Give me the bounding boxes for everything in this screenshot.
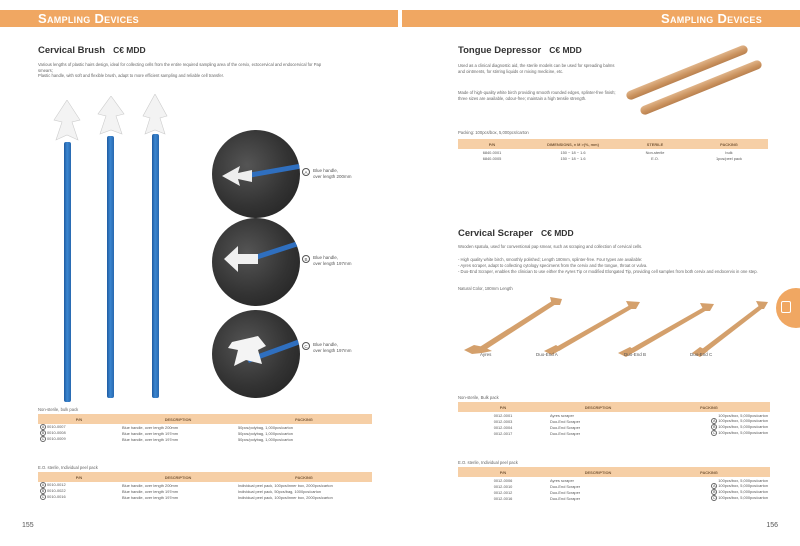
table-row: 0012-0012 Duo-End Scraper B 100pcs/box, 5,000pcs/carton bbox=[458, 489, 770, 495]
label-b: B Blue handle, over length 197mm bbox=[302, 255, 352, 267]
scrapers-image bbox=[460, 295, 770, 360]
col-header: PACKING bbox=[236, 414, 372, 424]
table-row: A 0010-0007 Blue handle, over length 200mm 50pcs/polybag, 1,000pcs/carton bbox=[38, 424, 372, 430]
scraper-label: Duo-End B bbox=[624, 352, 647, 357]
col-header: DIMENSIONS, ± M >(%, mm) bbox=[526, 139, 620, 149]
color-note: Natural Color, 180mm Length bbox=[458, 286, 513, 291]
product-title: Cervical Brush bbox=[38, 45, 106, 56]
scraper-label: Duo-End A bbox=[536, 352, 558, 357]
section-header-band bbox=[0, 10, 398, 27]
ce-mark: C€ MDD bbox=[541, 228, 574, 238]
table-row: C 0010-0016 Blue handle, over length 197mm Individual peel pack, 100pcs/inner box, 2000pcs/carton bbox=[38, 494, 372, 500]
product-description: Used as a clinical diagnostic aid, the sterile models can be used for spreading balms and ointments, for stirring liquids or mixing medicine, etc. bbox=[458, 63, 615, 74]
brush-a-closeup bbox=[212, 130, 300, 218]
table-caption: E.O. sterile, Individual peel pack bbox=[458, 460, 518, 465]
table-caption: Non-sterile, Bulk pack bbox=[458, 395, 499, 400]
col-header: PACKING bbox=[648, 402, 770, 412]
label-a: A Blue handle, over length 200mm bbox=[302, 168, 352, 180]
table-caption: E.O. sterile, Individual peel pack bbox=[38, 465, 98, 470]
table-row: 0012-0017 Duo-End Scraper C 100pcs/box, 5,000pcs/carton bbox=[458, 430, 770, 436]
table-caption: Non-sterile, bulk pack bbox=[38, 407, 79, 412]
col-header: P/N bbox=[458, 139, 526, 149]
brush-bulk-table bbox=[38, 414, 372, 442]
col-header: P/N bbox=[38, 414, 120, 424]
section-header-band bbox=[402, 10, 800, 27]
col-header: P/N bbox=[38, 472, 120, 482]
col-header: DESCRIPTION bbox=[120, 414, 236, 424]
table-row: 0012-0016 Duo-End Scraper C 100pcs/box, 5,000pcs/carton bbox=[458, 495, 770, 501]
brush-sterile-table bbox=[38, 472, 372, 500]
brush-handle bbox=[152, 134, 159, 398]
col-header: DESCRIPTION bbox=[548, 467, 648, 477]
table-row: 0012-0010 Duo-End Scraper A 100pcs/box, 5,000pcs/carton bbox=[458, 483, 770, 489]
section-title: Sampling Devices bbox=[661, 11, 762, 26]
brush-tip-icon bbox=[50, 100, 84, 148]
brush-handle bbox=[107, 136, 114, 398]
table-row: 6840-0005 150 ~ 18 ~ 1.6 E.O. 1pcs/peel pack bbox=[458, 155, 768, 161]
product-title: Cervical Scraper bbox=[458, 228, 533, 239]
bullet-line: - High quality white birch, smoothly polished; Length 180mm, splinter-free. Four types are available: bbox=[458, 257, 643, 262]
table-row: C 0010-0009 Blue handle, over length 197mm 50pcs/polybag, 1,000pcs/carton bbox=[38, 436, 372, 442]
table-row: 0012-0001 Ayres scraper 100pcs/box, 5,000pcs/carton bbox=[458, 412, 770, 418]
scraper-bulk-table bbox=[458, 402, 770, 436]
right-page bbox=[400, 0, 800, 546]
brush-handle bbox=[64, 142, 71, 402]
scraper-label: Duo-End C bbox=[690, 352, 713, 357]
scraper-sterile-table bbox=[458, 467, 770, 501]
cervical-scraper-heading bbox=[458, 228, 574, 239]
label-c: C Blue handle, over length 197mm bbox=[302, 342, 352, 354]
table-row: 0012-0003 Duo-End Scraper A 100pcs/box, 5,000pcs/carton bbox=[458, 418, 770, 424]
page-number: 155 bbox=[22, 522, 34, 529]
table-row: 0012-0004 Duo-End Scraper B 100pcs/box, 5,000pcs/carton bbox=[458, 424, 770, 430]
col-header: PACKING bbox=[690, 139, 768, 149]
bullet-line: - Ayres scraper, adapt to collecting cytology specimens from the cervix and the tongue, throat or vulva. bbox=[458, 263, 648, 268]
section-title: Sampling Devices bbox=[38, 11, 139, 26]
col-header: DESCRIPTION bbox=[548, 402, 648, 412]
bullet-line: - Duo-End Scraper, enables the clinician to use either the Ayres Tip or modified Elongated Tip, providing cell samples from both cervix and endocervix in one step. bbox=[458, 269, 758, 274]
tongue-depressor-heading bbox=[458, 45, 582, 56]
brush-c-closeup bbox=[212, 310, 300, 398]
table-row: 0012-0006 Ayres scraper 100pcs/box, 5,000pcs/carton bbox=[458, 477, 770, 483]
cup-icon bbox=[781, 301, 791, 313]
cervical-brush-heading bbox=[38, 45, 146, 56]
product-description: Made of high-quality white birch providing smooth rounded edges, splinter-free finish; three sizes are available, odour-free; maintain a high tensile strength. bbox=[458, 90, 616, 101]
table-row: A 0010-0012 Blue handle, over length 200mm Individual peel pack, 100pcs/inner box, 2000pcs/carton bbox=[38, 482, 372, 488]
col-header: PACKING bbox=[236, 472, 372, 482]
table-row: 6840-0001 150 ~ 18 ~ 1.6 Non-sterile bulk bbox=[458, 149, 768, 155]
col-header: STERILE bbox=[620, 139, 690, 149]
col-header: PACKING bbox=[648, 467, 770, 477]
product-description: Various lengths of plastic hairs design, ideal for collecting cells from the entire required sampling area of the cervix, ectocervical and endocervical for Pap smears; Plastic handle, with soft and flexible brush, adapt to more efficient sampling and reliable cell transfer. bbox=[38, 62, 322, 79]
col-header: P/N bbox=[458, 467, 548, 477]
page-number: 156 bbox=[766, 522, 778, 529]
table-row: B 0010-0022 Blue handle, over length 197mm Individual peel pack, 50pcs/bag, 1000pcs/carton bbox=[38, 488, 372, 494]
product-description: Wooden spatula, used for conventional pap smear, such as scraping and collection of cervical cells. bbox=[458, 244, 643, 249]
col-header: DESCRIPTION bbox=[120, 472, 236, 482]
col-header: P/N bbox=[458, 402, 548, 412]
packing-note: Packing: 100pcs/box, 5,000pcs/carton bbox=[458, 130, 529, 135]
brush-b-closeup bbox=[212, 218, 300, 306]
ce-mark: C€ MDD bbox=[113, 45, 146, 55]
product-title: Tongue Depressor bbox=[458, 45, 542, 56]
table-row: B 0010-0008 Blue handle, over length 197mm 50pcs/polybag, 1,000pcs/carton bbox=[38, 430, 372, 436]
tongue-depressor-table bbox=[458, 139, 768, 161]
scraper-label: Ayres bbox=[480, 352, 492, 357]
ce-mark: C€ MDD bbox=[549, 45, 582, 55]
